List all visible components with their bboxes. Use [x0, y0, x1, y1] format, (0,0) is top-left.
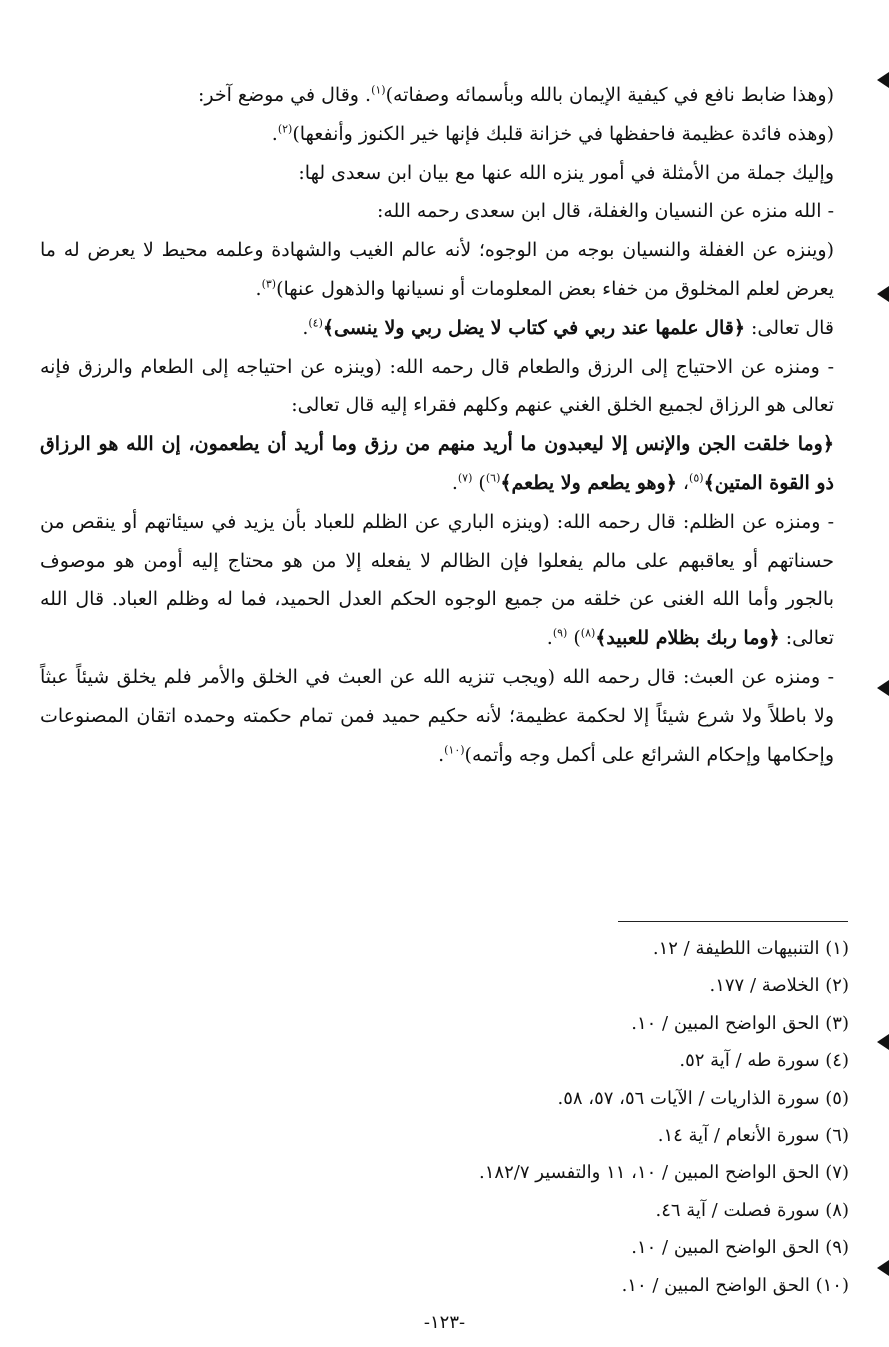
- footnote: (٢) الخلاصة / ١٧٧.: [709, 975, 849, 997]
- dash-bullet: -: [827, 200, 834, 223]
- quran-verse: ﴿وما ربك بظلام للعبيد﴾: [595, 627, 780, 650]
- verse-paragraph: ﴿وما خلقت الجن والإنس إلا ليعبدون ما أريد منهم من رزق وما أريد أن يطعمون، إن الله هو الرزاق ذو القوة المتين﴾$^{(٥)}$، ﴿وهو يطعم ولا يطعم﴾$^{(٦)}$) $^{(٧)}$.: [40, 433, 834, 494]
- page-number: -١٢٣-: [423, 1312, 466, 1333]
- list-item: - ومنزه عن الظلم: قال رحمه الله: (وينزه الباري عن الظلم للعباد بأن يزيد في سيئاتهم أو ينقص من حسناتهم أو يعاقبهم على مالم يفعلوا فإن الظالم لا يفعله إلا من هو محتاج إليه أومن هو موصوف بالجور وأما الله الغنى عن خلقه من جميع الوجوه الحكم العدل الحميد، فما له وظلم العباد. قال الله تعالى: ﴿وما ربك بظلام للعبيد﴾$^{(٨)}$) $^{(٩)}$.: [40, 510, 834, 650]
- verse-paragraph: قال تعالى: ﴿قال علمها عند ربي في كتاب لا يضل ربي ولا ينسى﴾$^{(٤)}$.: [302, 316, 834, 339]
- binding-hole-mark: [877, 1260, 889, 1276]
- footnotes-list: [40, 930, 849, 1304]
- dash-bullet: -: [827, 665, 834, 688]
- footnote: (٧) الحق الواضح المبين / ١٠، ١١ والتفسير ١٨٢/٧.: [479, 1162, 849, 1184]
- paragraph: (وهذا ضابط نافع في كيفية الإيمان بالله وبأسمائه وصفاته)$^{(١)}$. وقال في موضع آخر:: [197, 83, 834, 106]
- footnote: (٤) سورة طه / آية ٥٢.: [679, 1050, 849, 1072]
- footnote: (١٠) الحق الواضح المبين / ١٠.: [621, 1274, 849, 1296]
- paragraph: (وهذه فائدة عظيمة فاحفظها في خزانة قلبك فإنها خير الكنوز وأنفعها)$^{(٢)}$.: [271, 122, 834, 145]
- binding-hole-mark: [877, 680, 889, 696]
- list-item: - الله منزه عن النسيان والغفلة، قال ابن سعدى رحمه الله:: [376, 200, 834, 223]
- dash-bullet: -: [827, 355, 834, 378]
- footnote: (١) التنبيهات اللطيفة / ١٢.: [652, 938, 849, 959]
- footnote: (٦) سورة الأنعام / آية ١٤.: [657, 1125, 849, 1147]
- quran-verse: ﴿وهو يطعم ولا يطعم﴾: [500, 471, 677, 494]
- paragraph: وإليك جملة من الأمثلة في أمور ينزه الله عنها مع بيان ابن سعدى لها:: [298, 161, 834, 184]
- list-item: - ومنزه عن العبث: قال رحمه الله (ويجب تنزيه الله عن العبث في الخلق والأمر فلم يخلق شيئاً عبثاً ولا باطلاً ولا شرع شيئاً إلا لحكمة عظيمة؛ لأنه حكيم حميد فمن تمام حكمته وحمده اتقان المصنوعات وإحكامها وإحكام الشرائع على أكمل وجه وأتمه)$^{(١٠)}$.: [40, 665, 834, 766]
- footnote: (٩) الحق الواضح المبين / ١٠.: [631, 1237, 849, 1259]
- footnote: (٣) الحق الواضح المبين / ١٠.: [631, 1012, 849, 1034]
- footnote: (٨) سورة فصلت / آية ٤٦.: [655, 1199, 849, 1221]
- quran-verse: ﴿وما خلقت الجن والإنس إلا ليعبدون ما أريد منهم من رزق وما أريد أن يطعمون، إن الله هو الرزاق ذو القوة المتين﴾: [40, 433, 834, 494]
- body-text: [40, 76, 834, 774]
- list-item: - ومنزه عن الاحتياج إلى الرزق والطعام قال رحمه الله: (وينزه عن احتياجه إلى الطعام والرزق فإنه تعالى هو الرزاق لجميع الخلق الغني عنهم وكلهم فقراء إليه قال تعالى:: [40, 355, 834, 417]
- footnote: (٥) سورة الذاريات / الآيات ٥٦، ٥٧، ٥٨.: [557, 1087, 849, 1109]
- footnote-divider: [618, 921, 848, 922]
- binding-hole-mark: [877, 286, 889, 302]
- quote-paragraph: (وينزه عن الغفلة والنسيان بوجه من الوجوه؛ لأنه عالم الغيب والشهادة وعلمه محيط لا يعرض له ما يعرض لعلم المخلوق من خفاء بعض المعلومات أو نسيانها والذهول عنها)$^{(٣)}$.: [40, 239, 834, 300]
- dash-bullet: -: [827, 510, 834, 533]
- binding-hole-mark: [877, 1034, 889, 1050]
- binding-hole-mark: [877, 72, 889, 88]
- quran-verse: ﴿قال علمها عند ربي في كتاب لا يضل ربي ولا ينسى﴾: [322, 316, 745, 339]
